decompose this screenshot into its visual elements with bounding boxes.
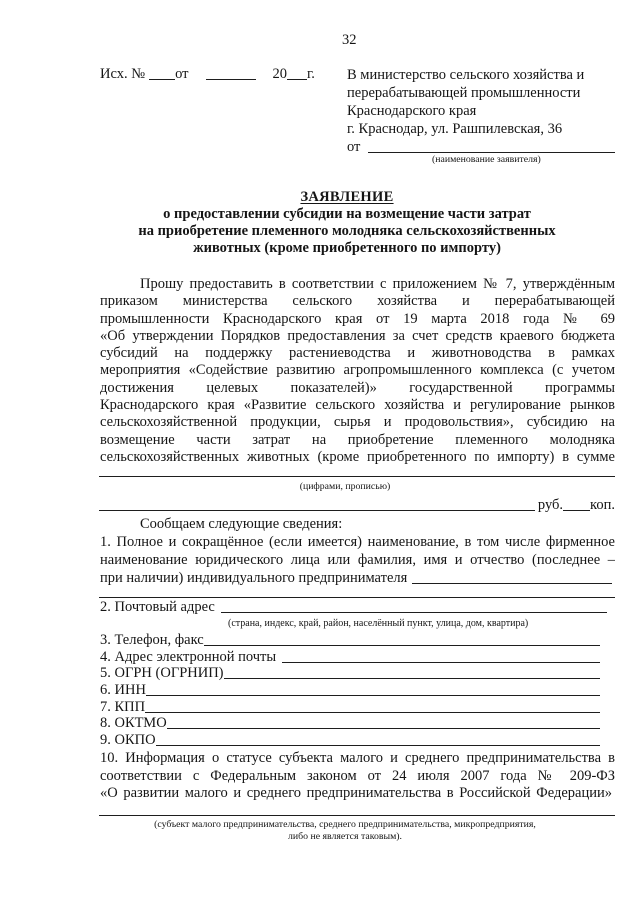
- item-1-line: при наличии) индивидуального предпринимателя: [100, 569, 408, 586]
- paragraph-line: мероприятия «Содействие развитию агропромышленного комплекса (с учетом: [100, 362, 615, 379]
- item-10-line: 10. Информация о статусе субъекта малого и среднего предпринимательства в: [100, 750, 615, 766]
- ref-year-suffix: г.: [306, 66, 315, 82]
- details-intro: Сообщаем следующие сведения:: [140, 516, 343, 532]
- item-10-caption-line: (субъект малого предпринимательства, среднего предпринимательства, микропредприятия,: [154, 819, 536, 830]
- item-10-caption: [90, 819, 600, 843]
- paragraph-line: возмещение части затрат на приобретение племенного молодняка: [100, 431, 615, 448]
- field-label: 9. ОКПО: [100, 732, 156, 748]
- amount-blank-line: [99, 466, 615, 477]
- field-blank: [282, 661, 600, 663]
- title-heading: ЗАЯВЛЕНИЕ: [300, 189, 394, 205]
- field-blank: [145, 711, 600, 713]
- item-1-name: [100, 534, 615, 587]
- outgoing-reference: [100, 66, 315, 83]
- ref-date-blank: [206, 78, 256, 80]
- field-label: 7. КПП: [100, 699, 146, 715]
- applicant-caption: (наименование заявителя): [432, 154, 541, 165]
- field-blank: [224, 677, 600, 679]
- field-label: 3. Телефон, факс: [100, 632, 204, 648]
- document-title: [97, 189, 597, 257]
- item-3-phone-fax: [100, 632, 600, 649]
- addressee-line: Краснодарского края: [347, 103, 477, 119]
- amount-caption: (цифрами, прописью): [299, 481, 391, 492]
- item-1-blank: [412, 582, 612, 584]
- ref-number-label: Исх. №: [100, 66, 146, 82]
- item-10-sme-status: [100, 750, 615, 803]
- paragraph-line: промышленности Краснодарского края от 19 марта 2018 года № 69: [100, 310, 615, 327]
- ref-number-blank: [149, 78, 175, 80]
- title-subtitle-line: животных (кроме приобретенного по импорту): [193, 240, 501, 256]
- item-10-blank-line: [99, 805, 615, 816]
- item-1-last-row: [100, 569, 612, 587]
- item-4-email: [100, 649, 600, 666]
- item-1-line: наименование юридического лица или фамилия, имя и отчество (последнее –: [100, 551, 615, 568]
- item-2-postal-address: [100, 599, 607, 616]
- ref-year-blank: [287, 78, 307, 80]
- item-8-oktmo: [100, 715, 600, 732]
- item-10-caption-line: либо не является таковым).: [288, 831, 402, 842]
- paragraph-line: субсидий на поддержку растениеводства и животноводства в рамках: [100, 345, 615, 362]
- rub-label: руб.: [537, 497, 564, 513]
- addressee-line: В министерство сельского хозяйства и: [347, 67, 585, 83]
- item-2-blank: [221, 611, 607, 613]
- paragraph-line: приказом министерства сельского хозяйства и перерабатывающей: [100, 293, 615, 310]
- field-blank: [146, 694, 600, 696]
- paragraph-line: Прошу предоставить в соответствии с приложением № 7, утверждённым: [140, 276, 615, 292]
- amount-row: [99, 497, 615, 514]
- kop-label: коп.: [590, 497, 615, 513]
- applicant-blank: [368, 151, 615, 153]
- title-subtitle-line: на приобретение племенного молодняка сельскохозяйственных: [138, 223, 556, 239]
- field-blank: [204, 644, 600, 646]
- ref-year-prefix: 20: [272, 66, 287, 82]
- field-blank: [167, 727, 600, 729]
- item-5-ogrn: [100, 665, 600, 682]
- addressee-line: перерабатывающей промышленности: [347, 85, 581, 101]
- page-number: 32: [342, 32, 357, 48]
- kop-blank: [563, 509, 590, 511]
- item-9-okpo: [100, 732, 600, 749]
- addressee-block: [347, 66, 615, 156]
- item-2-label: 2. Почтовый адрес: [100, 599, 215, 615]
- addressee-address: г. Краснодар, ул. Рашпилевская, 36: [347, 121, 563, 137]
- paragraph-line: достижения целевых показателей)» государственной программы: [100, 379, 615, 396]
- request-paragraph: [100, 276, 615, 466]
- applicant-label: от: [347, 139, 361, 155]
- item-2-caption: (страна, индекс, край, район, населённый пункт, улица, дом, квартира): [228, 618, 529, 629]
- title-subtitle-line: о предоставлении субсидии на возмещение части затрат: [163, 206, 531, 222]
- item-1-extra-blank-line: [99, 587, 615, 598]
- amount-continuation-blank: [99, 509, 535, 511]
- item-1-line: 1. Полное и сокращённое (если имеется) наименование, в том числе фирменное: [100, 534, 615, 550]
- field-blank: [156, 744, 600, 746]
- paragraph-line: «Об утверждении Порядков предоставления за счет средств краевого бюджета: [100, 327, 615, 344]
- ref-date-label: от: [175, 66, 189, 82]
- paragraph-line: Краснодарского края «Развитие сельского хозяйства и регулирование рынков: [100, 397, 615, 414]
- field-label: 8. ОКТМО: [100, 715, 167, 731]
- item-10-line: «О развитии малого и среднего предпринимательства в Российской Федерации»: [100, 785, 612, 801]
- field-label: 6. ИНН: [100, 682, 146, 698]
- field-label: 4. Адрес электронной почты: [100, 649, 277, 665]
- item-6-inn: [100, 682, 600, 699]
- paragraph-line: сельскохозяйственных животных (кроме приобретенного по импорту) в сумме: [100, 448, 615, 465]
- paragraph-line: сельскохозяйственной продукции, сырья и продовольствия», субсидию на: [100, 414, 615, 431]
- item-7-kpp: [100, 699, 600, 716]
- item-10-line: соответствии с Федеральным законом от 24 июля 2007 года № 209-ФЗ: [100, 767, 615, 784]
- field-label: 5. ОГРН (ОГРНИП): [100, 665, 224, 681]
